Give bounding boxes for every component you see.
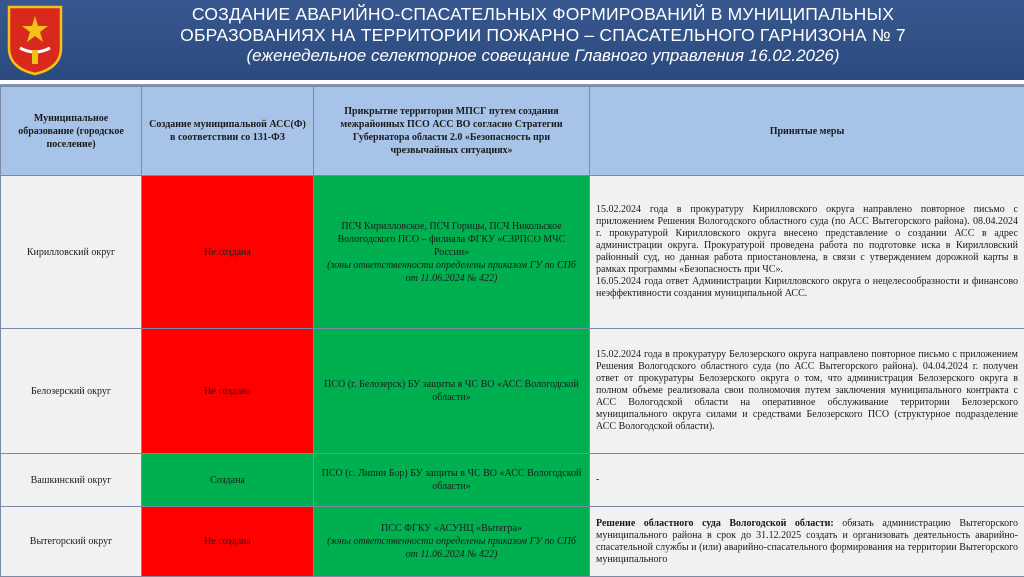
measures-extra-text: 16.05.2024 года ответ Администрации Кирилловского округа о нецелесообразности и финансово неэффективности создания муниципальной АСС.: [596, 276, 1018, 299]
coverage-note: (зоны ответственности определены приказом ГУ по СПб от 11.06.2024 № 422): [320, 259, 583, 285]
column-header-measures: Принятые меры: [590, 87, 1024, 176]
coat-of-arms-icon: [6, 4, 64, 76]
table-row: [1, 507, 1024, 577]
measures-bold-text: Решение областного суда Вологодской области:: [596, 518, 834, 529]
coverage-text: ПСО (г. Белозерск) БУ защиты в ЧС ВО «АСС Вологодской области»: [324, 379, 579, 403]
column-header-creation: Создание муниципальной АСС(Ф) в соответствии со 131-ФЗ: [142, 87, 314, 176]
coverage-cell: [314, 329, 590, 454]
coverage-note: (зоны ответственности определены приказом ГУ по СПб от 11.06.2024 № 422): [320, 535, 583, 561]
table-row: [1, 176, 1024, 329]
table-row: [1, 329, 1024, 454]
coverage-text: ПСО (с. Липин Бор) БУ защиты в ЧС ВО «АСС Вологодской области»: [322, 468, 582, 492]
measures-cell: [590, 507, 1024, 577]
measures-cell: [590, 329, 1024, 454]
measures-text: обязать администрацию Вытегорского муниципального района в срок до 31.12.2025 создать и организовать деятельность аварийно-спасательной службы и (или) аварийно-спасательного формирования на территории Вытегорского муниципального: [596, 518, 1018, 565]
page-subtitle: (еженедельное селекторное совещание Главного управления 16.02.2026): [68, 46, 1018, 66]
status-cell: Создана: [142, 454, 314, 507]
coverage-cell: [314, 176, 590, 329]
page-title-line-2: ОБРАЗОВАНИЯХ НА ТЕРРИТОРИИ ПОЖАРНО – СПАСАТЕЛЬНОГО ГАРНИЗОНА № 7: [68, 25, 1018, 46]
measures-cell: -: [590, 454, 1024, 507]
municipality-cell: Кирилловский округ: [1, 176, 142, 329]
municipality-cell: Вашкинский округ: [1, 454, 142, 507]
municipality-cell: Вытегорский округ: [1, 507, 142, 577]
column-header-municipality: Муниципальное образование (городское поселение): [1, 87, 142, 176]
municipality-cell: Белозерский округ: [1, 329, 142, 454]
measures-table: [0, 86, 1024, 577]
table-row: [1, 454, 1024, 507]
measures-text: 15.02.2024 года в прокуратуру Кирилловского округа направлено повторное письмо с приложением Решения Вологодского областного суда (по АСС Вытегорского района). 08.04.2024 г. прокуратурой Кирилловского округа внесено представление о создании АСС в адрес администрации округа. Прокуратурой проведена работа по подготовке иска в Кирилловский районный суд, но данная работа приостановлена, в связи с утверждением дорожной карты в рамках программы «Безопасность при ЧС».: [596, 204, 1018, 275]
measures-cell: [590, 176, 1024, 329]
coverage-cell: [314, 507, 590, 577]
coverage-text: ПСЧ Кирилловское, ПСЧ Горицы, ПСЧ Никольское Вологодского ПСО – филиала ФГКУ «СЗРПСО МЧС России»: [338, 221, 566, 258]
header-bar: [0, 0, 1024, 80]
coverage-text: ПСС ФГКУ «АСУНЦ «Вытегра»: [381, 523, 522, 534]
column-header-coverage: Прикрытие территории МПСГ путем создания межрайонных ПСО АСС ВО согласно Стратегии Губернатора области 2.0 «Безопасность при чрезвычайных ситуациях»: [314, 87, 590, 176]
status-cell: Не создана: [142, 329, 314, 454]
status-cell: Не создана: [142, 507, 314, 577]
page-title-line-1: СОЗДАНИЕ АВАРИЙНО-СПАСАТЕЛЬНЫХ ФОРМИРОВАНИЙ В МУНИЦИПАЛЬНЫХ: [68, 4, 1018, 25]
title-block: [68, 4, 1018, 66]
coverage-cell: [314, 454, 590, 507]
status-cell: Не создана: [142, 176, 314, 329]
table-header-row: [1, 87, 1024, 176]
measures-text: 15.02.2024 года в прокуратуру Белозерского округа направлено повторное письмо с приложением Решения Вологодского областного суда (по АСС Вытегорского района). 04.04.2024 г. получен ответ от прокуратуры Белозерского округа о том, что администрация Белозерского округа в полном объеме реализовала свои полномочия путем заключения муниципального контракта с АСС Вологодской области на оперативное обслуживание территории Белозерского муниципального округа силами и средствами Белозерского ПСО (структурное подразделение АСС Вологодской области).: [596, 349, 1018, 432]
